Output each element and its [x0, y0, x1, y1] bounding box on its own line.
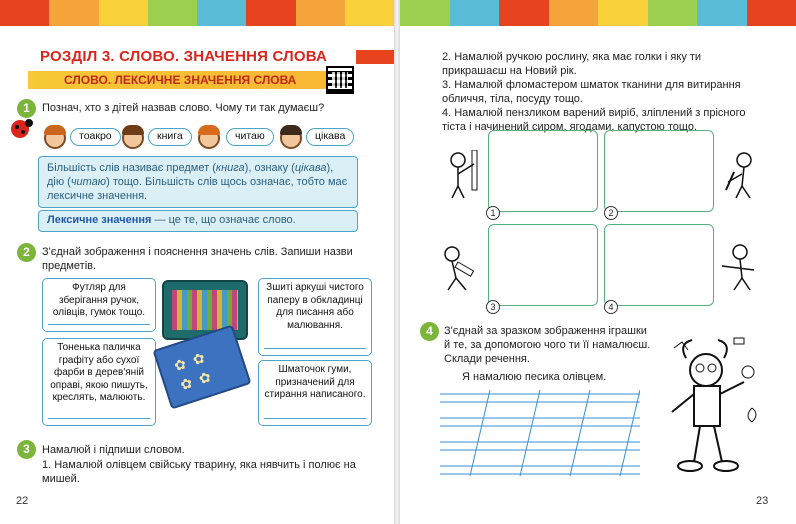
ladybug-character-icon [8, 115, 36, 141]
drawing-box-1[interactable] [488, 130, 598, 212]
drawing-box-3[interactable] [488, 224, 598, 306]
sample-sentence: Я намалюю песика олівцем. [462, 371, 607, 383]
pencil-case-image[interactable] [162, 280, 248, 340]
answer-line[interactable] [48, 418, 150, 419]
task-1-number: 1 [17, 99, 36, 118]
task-4-text: З'єднай за зразком зображення іграшки й те, за допомогою чого ти її намалюєш. Склади речення. [444, 325, 651, 365]
stripe-segment [598, 0, 648, 26]
clown-with-toys-icon [664, 328, 768, 478]
definition-card-text: Зшиті аркуші чистого паперу в обкладинці для писання або малювання. [266, 282, 364, 331]
rule-info-box [38, 156, 358, 208]
definition-box [38, 210, 358, 232]
speech-bubble-2: книга [148, 128, 192, 146]
boy-face-icon [122, 127, 144, 149]
info-text-part: Більшість слів називає предмет ( [47, 162, 216, 174]
task-3-text: Намалюй і підпиши словом. [42, 444, 185, 456]
drawing-item-4: 4. Намалюй пензликом варений виріб, зліплений з прісного тіста і начинений сиром, ягодами, капустою тощо. [442, 107, 746, 133]
stripe-segment [549, 0, 599, 26]
speech-bubble-4: цікава [306, 128, 354, 146]
writing-lines[interactable] [440, 384, 640, 480]
section-heading: РОЗДІЛ 3. СЛОВО. ЗНАЧЕННЯ СЛОВА [40, 48, 328, 65]
answer-line[interactable] [264, 348, 366, 349]
stripe-segment [345, 0, 394, 26]
qr-code-icon[interactable] [326, 66, 354, 94]
top-color-stripe [0, 0, 394, 26]
child-with-brush-icon [720, 244, 760, 300]
drawing-item-2: 2. Намалюй ручкою рослину, яка має голки і яку ти прикрашаєш на Новий рік. [442, 51, 702, 77]
speech-bubble-3: читаю [226, 128, 274, 146]
answer-line[interactable] [48, 324, 150, 325]
stripe-segment [296, 0, 345, 26]
answer-line[interactable] [264, 418, 366, 419]
heading-accent-bar [356, 50, 394, 64]
info-example-adjective: цікава [294, 162, 327, 174]
boy-face-icon-2 [280, 127, 302, 149]
drawing-box-2[interactable] [604, 130, 714, 212]
drawing-box-4[interactable] [604, 224, 714, 306]
task-4-number: 4 [420, 322, 439, 341]
right-page [400, 0, 796, 524]
definition-card-text: Тоненька паличка графіту або сухої фарби в дерев'яній оправі, якою пишуть, креслять, малюють. [50, 342, 148, 403]
girl-face-icon [44, 127, 66, 149]
stripe-segment [148, 0, 197, 26]
stripe-segment [49, 0, 98, 26]
child-with-pencil-icon [444, 150, 484, 206]
task-3-number: 3 [17, 440, 36, 459]
stripe-segment [246, 0, 295, 26]
child-with-marker-icon [440, 244, 480, 300]
stripe-segment [450, 0, 500, 26]
box-number-3: 3 [486, 300, 500, 314]
definition-card-text: Шматочок гуми, призначений для стирання написаного. [264, 364, 366, 400]
box-number-4: 4 [604, 300, 618, 314]
stripe-segment [400, 0, 450, 26]
stripe-segment [99, 0, 148, 26]
info-text-part: ), дію ( [47, 162, 334, 188]
task-3-item-1: 1. Намалюй олівцем свійську тварину, яка нявчить і полює на мишей. [42, 459, 356, 485]
child-with-pen-icon [722, 150, 762, 206]
stripe-segment [499, 0, 549, 26]
speech-bubble-1: тоакро [70, 128, 121, 146]
info-example-verb: читаю [70, 176, 107, 188]
definition-text: — це те, що означає слово. [151, 214, 296, 226]
left-page [0, 0, 394, 524]
definition-term: Лексичне значення [47, 214, 152, 226]
info-text-part: ), ознаку ( [244, 162, 295, 174]
definition-card-text: Футляр для зберігання ручок, олівців, гумок тощо. [52, 282, 146, 318]
info-text-part: ) тощо. Більшість слів щось означає, тобто має лексичне значення. [47, 176, 348, 202]
task-1-text: Познач, хто з дітей назвав слово. Чому ти так думаєш? [42, 102, 325, 114]
info-example-noun: книга [215, 162, 245, 174]
lesson-subheading: СЛОВО. ЛЕКСИЧНЕ ЗНАЧЕННЯ СЛОВА [64, 73, 297, 87]
box-number-1: 1 [486, 206, 500, 220]
stripe-segment [0, 0, 49, 26]
stripe-segment [197, 0, 246, 26]
top-color-stripe [400, 0, 796, 26]
drawing-item-3: 3. Намалюй фломастером шматок тканини для витирання обличчя, тіла, посуду тощо. [442, 79, 741, 105]
page-number: 23 [756, 495, 769, 507]
definition-card-4[interactable] [258, 360, 372, 426]
definition-card-3[interactable] [258, 278, 372, 356]
box-number-2: 2 [604, 206, 618, 220]
task-2-number: 2 [17, 243, 36, 262]
girl-face-icon-2 [198, 127, 220, 149]
page-number: 22 [16, 495, 29, 507]
task-2-text: З'єднай зображення і пояснення значень слів. Запиши назви предметів. [42, 246, 353, 272]
stripe-segment [648, 0, 698, 26]
stripe-segment [697, 0, 747, 26]
definition-card-2[interactable] [42, 338, 156, 426]
stripe-segment [747, 0, 796, 26]
